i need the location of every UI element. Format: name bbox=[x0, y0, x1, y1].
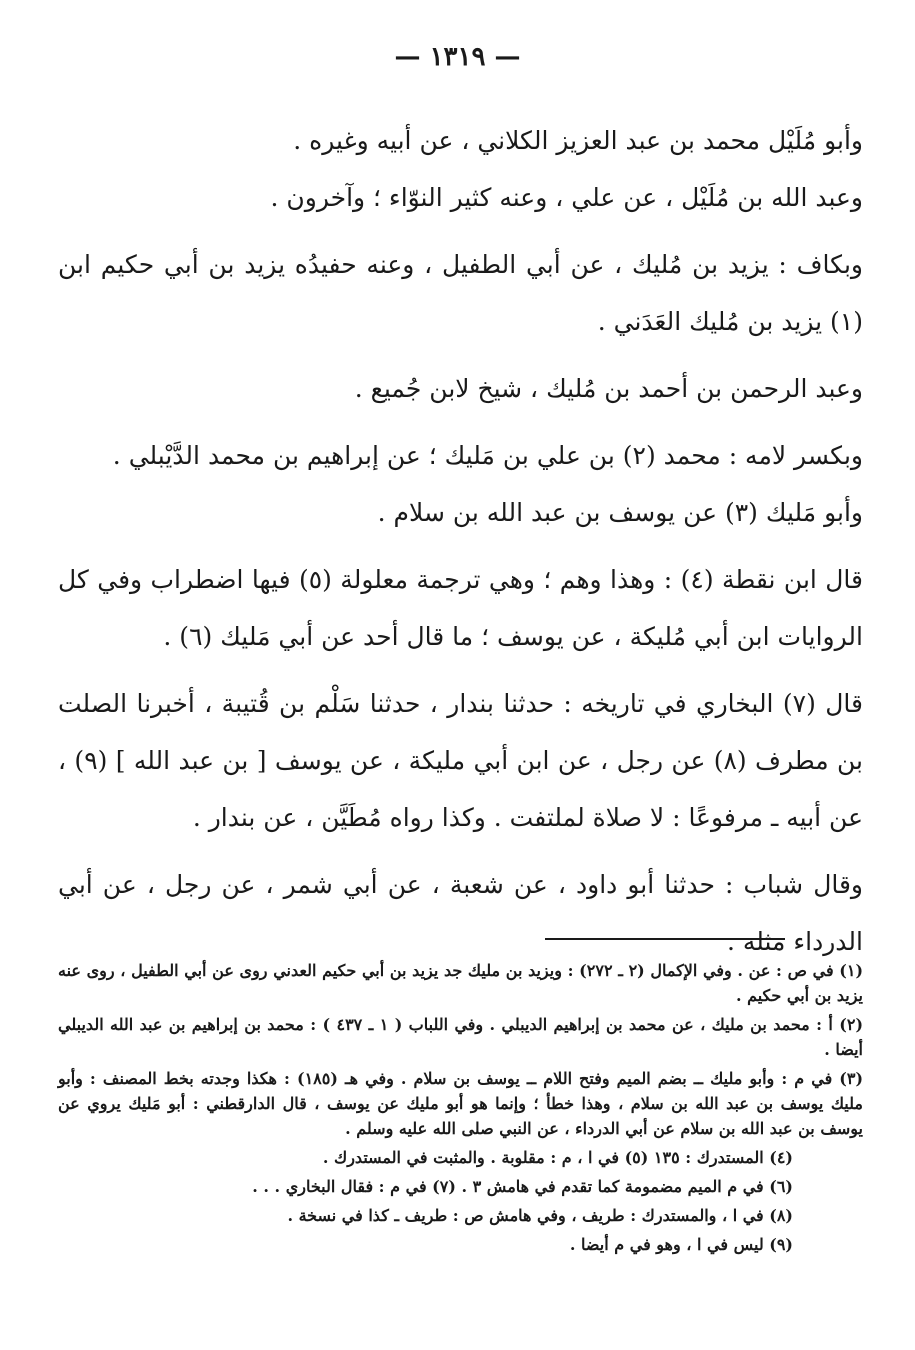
entry-paragraph: وأبو مُلَيْل محمد بن عبد العزيز الكلاني ، عن أبيه وغيره . bbox=[293, 126, 863, 155]
entry-paragraph: قال ابن نقطة (٤) : وهذا وهم ؛ وهي ترجمة معلولة (٥) فيها اضطراب وفي كل الروايات ابن أبي مُليكة ، عن يوسف ؛ ما قال أحد عن أبي مَليك (٦) . bbox=[58, 565, 863, 651]
footnotes bbox=[58, 958, 863, 1261]
footnote: (٣) في م : وأبو مليك ــ بضم الميم وفتح اللام ــ يوسف بن سلام . وفي هـ (١٨٥) : هكذا وجدته بخط المصنف : وأبو مليك يوسف بن عبد الله بن سلام ، وهذا خطأ ؛ وإنما هو أبو مليك عن يوسف ، قال الدارقطني : أبو مَليك يروي عن يوسف بن عبد الله بن سلام عن أبي الدرداء ، عن النبي صلى الله عليه وسلم . bbox=[58, 1069, 864, 1138]
footnote-divider bbox=[545, 938, 785, 940]
main-text bbox=[58, 112, 863, 970]
page-number: — ١٣١٩ — bbox=[394, 42, 521, 72]
entry-paragraph: وعبد الله بن مُلَيْل ، عن علي ، وعنه كثير النوّاء ؛ وآخرون . bbox=[270, 183, 863, 212]
footnote: (١) في ص : عن . وفي الإكمال (٢ ـ ٢٧٢) : ويزيد بن مليك جد يزيد بن أبي حكيم العدني روى عن أبي الطفيل ، روى عنه يزيد بن أبي حكيم . bbox=[58, 961, 864, 1005]
entry-paragraph: وقال شباب : حدثنا أبو داود ، عن شعبة ، عن أبي شمر ، عن رجل ، عن أبي الدرداء مثله . bbox=[58, 870, 863, 956]
footnote: (٤) المستدرك : ١٣٥ (٥) في ا ، م : مقلوبة . والمثبت في المستدرك . bbox=[322, 1148, 793, 1167]
entry-paragraph: قال (٧) البخاري في تاريخه : حدثنا بندار ، حدثنا سَلْم بن قُتيبة ، أخبرنا الصلت بن مطرف (٨) عن رجل ، عن ابن أبي مليكة ، عن يوسف [ بن عبد الله ] (٩) ، عن أبيه ـ مرفوعًا : لا صلاة لملتفت . وكذا رواه مُطَيَّن ، عن بندار . bbox=[58, 689, 863, 832]
footnote: (٨) في ا ، والمستدرك : طريف ، وفي هامش ص : طريف ـ كذا في نسخة . bbox=[287, 1206, 793, 1225]
footnote: (٢) أ : محمد بن مليك ، عن محمد بن إبراهيم الديبلي . وفي اللباب ( ١ ـ ٤٣٧ ) : محمد بن إبراهيم بن عبد الله الديبلي أيضا . bbox=[58, 1015, 864, 1059]
footnote: (٦) في م الميم مضمومة كما تقدم في هامش ٣ . (٧) في م : فقال البخاري . . . bbox=[252, 1177, 793, 1196]
entry-paragraph: وبكسر لامه : محمد (٢) بن علي بن مَليك ؛ عن إبراهيم بن محمد الدَّيْبلي . bbox=[112, 441, 863, 470]
entry-paragraph: وبكاف : يزيد بن مُليك ، عن أبي الطفيل ، وعنه حفيدُه يزيد بن أبي حكيم ابن (١) يزيد بن مُليك العَدَني . bbox=[58, 250, 863, 336]
footnote: (٩) ليس في ا ، وهو في م أيضا . bbox=[569, 1235, 793, 1254]
entry-paragraph: وعبد الرحمن بن أحمد بن مُليك ، شيخ لابن جُميع . bbox=[354, 374, 863, 403]
entry-paragraph: وأبو مَليك (٣) عن يوسف بن عبد الله بن سلام . bbox=[377, 498, 863, 527]
